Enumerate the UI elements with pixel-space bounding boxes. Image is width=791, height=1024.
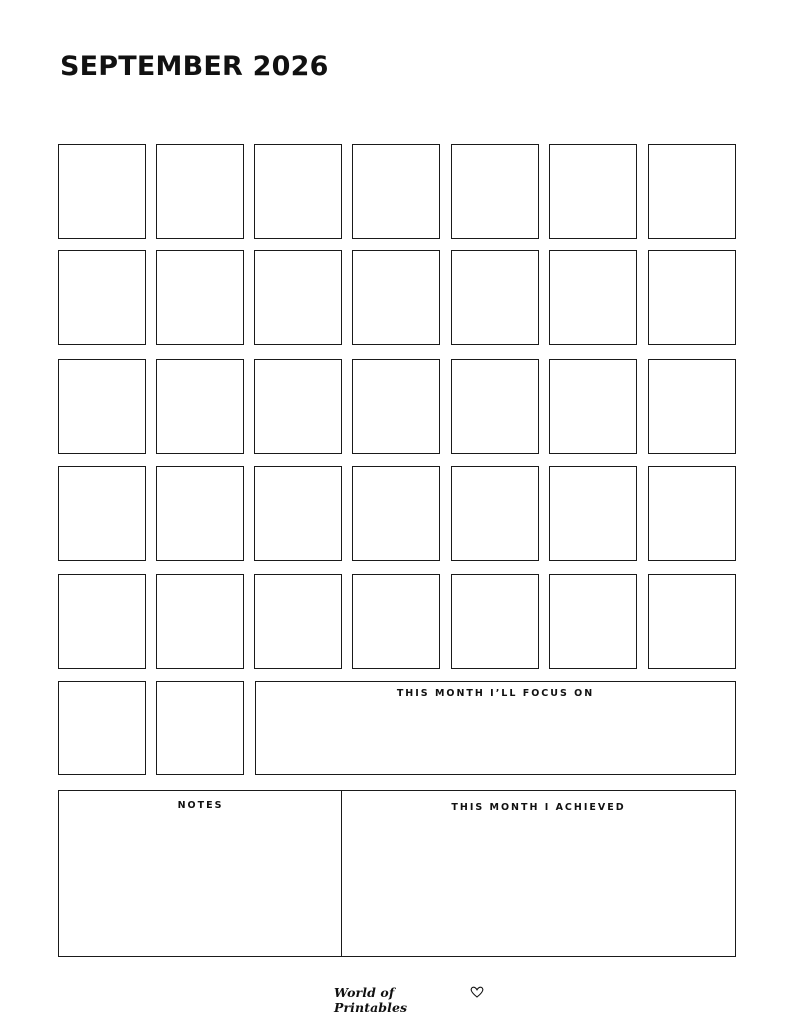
day-cell[interactable] [352, 359, 440, 454]
day-cell[interactable] [451, 250, 539, 345]
day-cell[interactable] [352, 574, 440, 669]
achieved-label: THIS MONTH I ACHIEVED [451, 802, 626, 813]
day-cell[interactable] [648, 144, 736, 239]
notes-achieved-section [58, 790, 736, 957]
day-cell[interactable] [254, 574, 342, 669]
day-cell[interactable] [254, 144, 342, 239]
day-cell[interactable] [58, 574, 146, 669]
day-cell[interactable] [58, 250, 146, 345]
day-cell[interactable] [156, 359, 244, 454]
section-divider [341, 791, 342, 956]
brand-name: World of Printables [334, 985, 408, 1015]
focus-label: THIS MONTH I’LL FOCUS ON [396, 688, 595, 699]
notes-label: NOTES [177, 800, 224, 811]
footer-logo [334, 985, 484, 1015]
day-cell[interactable] [648, 250, 736, 345]
day-cell[interactable] [451, 466, 539, 561]
day-cell[interactable] [549, 466, 637, 561]
day-cell[interactable] [549, 574, 637, 669]
day-cell[interactable] [156, 144, 244, 239]
day-cell[interactable] [352, 466, 440, 561]
day-cell[interactable] [451, 359, 539, 454]
day-cell[interactable] [58, 466, 146, 561]
day-cell[interactable] [58, 359, 146, 454]
day-cell[interactable] [549, 144, 637, 239]
page-title: SEPTEMBER 2026 [60, 51, 329, 82]
day-cell[interactable] [156, 250, 244, 345]
day-cell[interactable] [549, 359, 637, 454]
day-cell[interactable] [352, 250, 440, 345]
focus-panel[interactable] [255, 681, 736, 775]
day-cell[interactable] [549, 250, 637, 345]
day-cell[interactable] [156, 466, 244, 561]
day-cell[interactable] [156, 681, 244, 775]
day-cell[interactable] [156, 574, 244, 669]
day-cell[interactable] [254, 466, 342, 561]
day-cell[interactable] [58, 681, 146, 775]
day-cell[interactable] [451, 144, 539, 239]
day-cell[interactable] [352, 144, 440, 239]
day-cell[interactable] [254, 250, 342, 345]
day-cell[interactable] [254, 359, 342, 454]
day-cell[interactable] [648, 466, 736, 561]
heart-icon [470, 985, 484, 1003]
day-cell[interactable] [648, 359, 736, 454]
day-cell[interactable] [58, 144, 146, 239]
day-cell[interactable] [648, 574, 736, 669]
day-cell[interactable] [451, 574, 539, 669]
